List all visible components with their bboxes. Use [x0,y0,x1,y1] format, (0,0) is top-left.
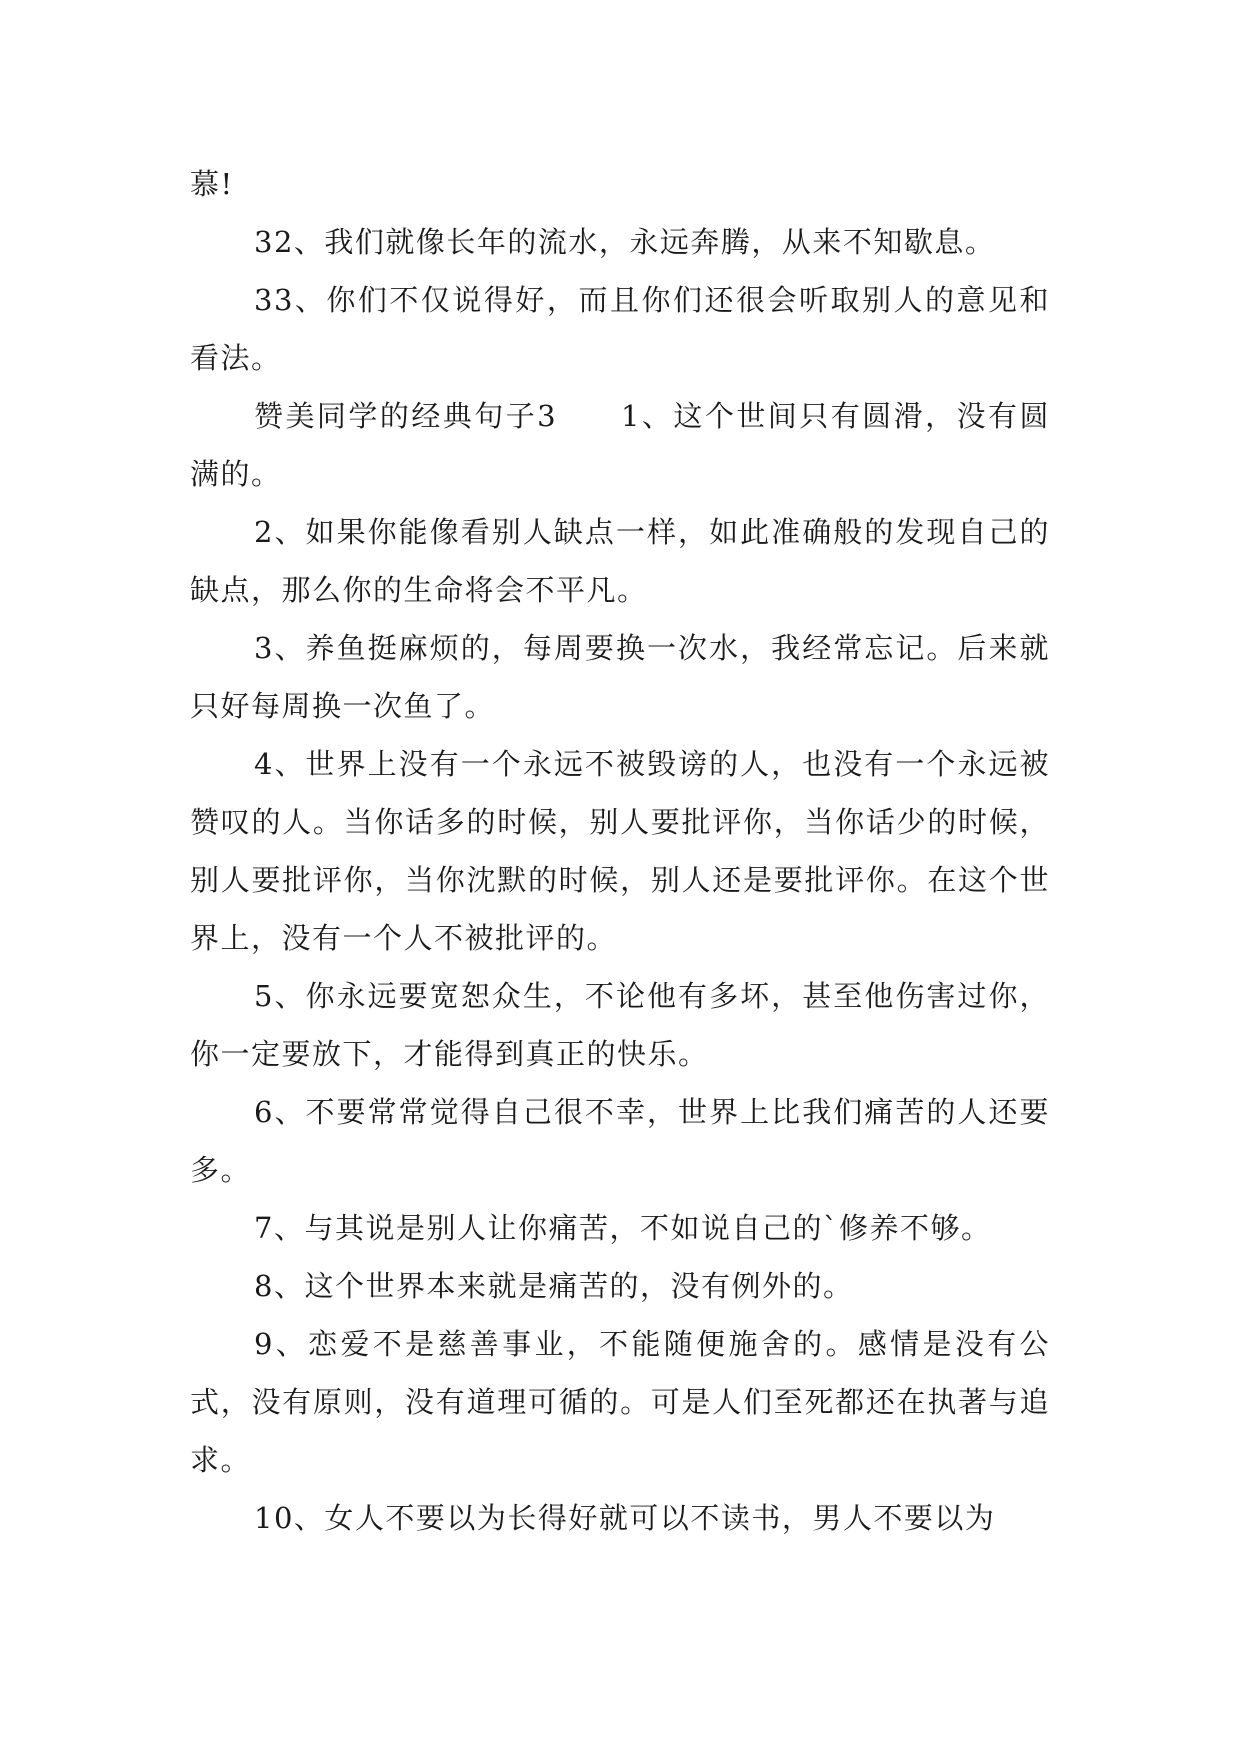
paragraph: 9、恋爱不是慈善事业，不能随便施舍的。感情是没有公式，没有原则，没有道理可循的。可是人们至死都还在执著与追求。 [190,1327,1050,1477]
paragraph: 3、养鱼挺麻烦的，每周要换一次水，我经常忘记。后来就只好每周换一次鱼了。 [190,631,1050,723]
paragraph: 2、如果你能像看别人缺点一样，如此准确般的发现自己的缺点，那么你的生命将会不平凡。 [190,515,1050,607]
paragraph: 10、女人不要以为长得好就可以不读书，男人不要以为 [254,1501,996,1535]
body-text [190,155,1050,1547]
paragraph: 5、你永远要宽恕众生，不论他有多坏，甚至他伤害过你，你一定要放下，才能得到真正的快乐。 [190,979,1050,1071]
paragraph: 7、与其说是别人让你痛苦，不如说自己的`修养不够。 [254,1211,992,1245]
paragraph: 32、我们就像长年的流水，永远奔腾，从来不知歇息。 [254,225,996,259]
paragraph: 8、这个世界本来就是痛苦的，没有例外的。 [254,1269,854,1303]
section-heading-paragraph: 赞美同学的经典句子3 1、这个世间只有圆滑，没有圆满的。 [190,399,1050,491]
paragraph: 慕! [190,167,234,201]
paragraph: 33、你们不仅说得好，而且你们还很会听取别人的意见和看法。 [190,283,1050,375]
paragraph: 6、不要常常觉得自己很不幸，世界上比我们痛苦的人还要多。 [190,1095,1050,1187]
paragraph: 4、世界上没有一个永远不被毁谤的人，也没有一个永远被赞叹的人。当你话多的时候，别人要批评你，当你话少的时候，别人要批评你，当你沈默的时候，别人还是要批评你。在这个世界上，没有一个人不被批评的。 [190,747,1050,955]
